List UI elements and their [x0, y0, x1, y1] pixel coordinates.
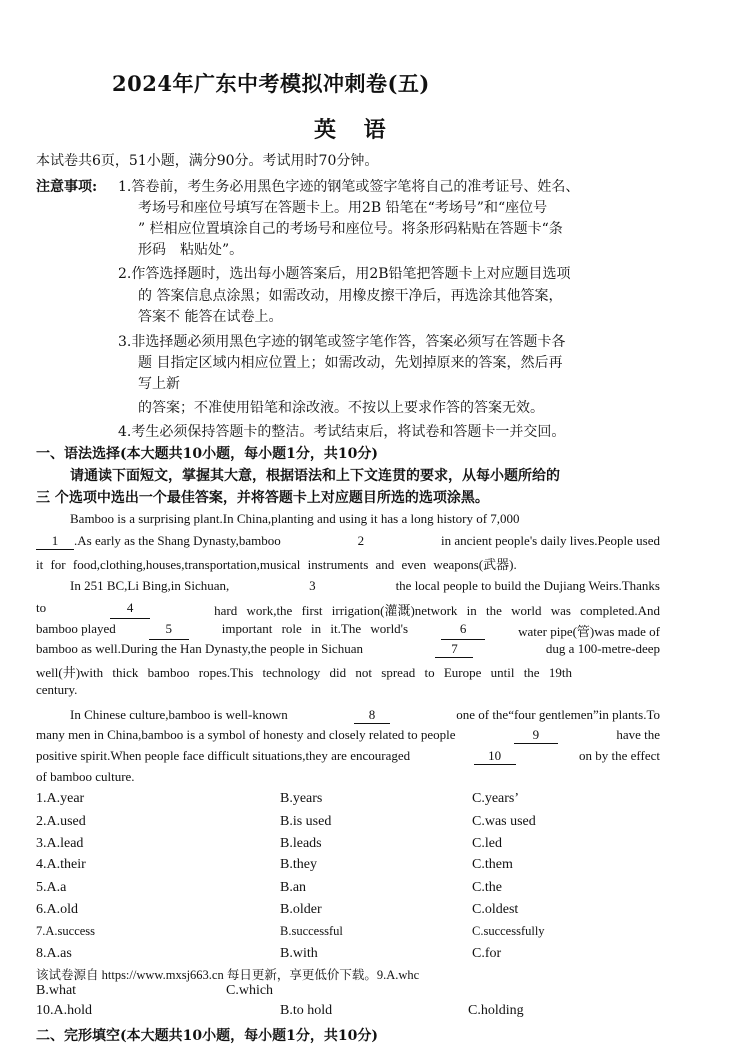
option-c: C.holding: [468, 1003, 524, 1018]
option-c: C.oldest: [472, 902, 519, 917]
option-a: 5.A.a: [36, 880, 67, 895]
option-a: 2.A.used: [36, 814, 86, 829]
note-line: 4.考生必须保持答题卡的整洁。考试结束后，将试卷和答题卡一并交回。: [118, 424, 566, 440]
option-b: B.with: [280, 946, 318, 961]
passage-text: in ancient people's daily lives.People used: [441, 533, 660, 548]
option-b: B.leads: [280, 836, 322, 851]
option-a: 10.A.hold: [36, 1003, 92, 1018]
passage-text: important role in it.The world's: [221, 621, 409, 636]
blank-4: 4: [110, 600, 150, 619]
option-b: B.to hold: [280, 1003, 333, 1018]
option-b: B.is used: [280, 814, 332, 829]
passage-line: [36, 621, 660, 640]
section2-heading: 二、完形填空(本大题共10小题，每小题1分，共10分): [36, 1028, 378, 1044]
passage-text: well(井)with thick bamboo ropes.This technology did not spread to Europe until the 19th: [36, 665, 572, 680]
passage-text: hard work,the first irrigation(灌溉)network in the world was completed.And: [214, 603, 660, 618]
note-line: 形码 粘贴处”。: [138, 242, 244, 258]
option-b: B.an: [280, 880, 307, 895]
option-c: C.led: [472, 836, 502, 851]
passage-line: [36, 682, 77, 698]
passage-line: [70, 578, 660, 594]
option-a: 4.A.their: [36, 857, 86, 872]
note-line: 题 目指定区域内相应位置上；如需改动，先划掉原来的答案，然后再: [138, 355, 563, 371]
option-a: 3.A.lead: [36, 836, 84, 851]
blank-5: 5: [149, 621, 189, 640]
option-a: 7.A.success: [36, 924, 96, 938]
section1-instruction: 三 个选项中选出一个最佳答案，并将答题卡上对应题目所选的选项涂黑。: [36, 490, 489, 506]
passage-line: [36, 769, 135, 785]
blank-2: 2: [357, 533, 365, 548]
option-c: C.successfully: [472, 924, 545, 938]
passage-line: [36, 554, 660, 573]
exam-intro: 本试卷共6页，51小题，满分90分。考试用时70分钟。: [36, 153, 379, 169]
note-line: 写上新: [138, 376, 180, 392]
passage-text: century.: [36, 682, 78, 697]
blank-7: 7: [435, 641, 473, 658]
passage-text: .As early as the Shang Dynasty,bamboo: [74, 533, 281, 548]
passage-line: [36, 748, 660, 765]
blank-6: 6: [441, 621, 485, 640]
note-line: ” 栏相应位置填涂自己的考场号和座位号。将条形码粘贴在答题卡“条: [138, 221, 563, 237]
passage-text: have the: [616, 727, 660, 742]
page-title: 2024年广东中考模拟冲刺卷(五): [112, 71, 430, 96]
section1-heading: 一、语法选择(本大题共10小题，每小题1分，共10分): [36, 446, 378, 462]
passage-text: bamboo as well.During the Han Dynasty,the people in Sichuan: [36, 641, 363, 656]
option-a: 1.A.year: [36, 791, 85, 806]
option-a: 9.A.whc: [376, 968, 420, 982]
passage-text: many men in China,bamboo is a symbol of honesty and closely related to people: [36, 727, 456, 742]
passage-line: [36, 727, 660, 744]
option-c: C.them: [472, 857, 513, 872]
option-c: C.years’: [472, 791, 520, 806]
section1-instruction: 请通读下面短文，掌握其大意，根据语法和上下文连贯的要求，从每小题所给的: [70, 468, 560, 484]
passage-line: [36, 641, 660, 658]
option-c: C.the: [472, 880, 502, 895]
blank-3: 3: [309, 578, 316, 593]
watermark-text: 该试卷源自 https://www.mxsj663.cn 每日更新，享更低价下载。: [36, 968, 377, 982]
passage-text: In Chinese culture,bamboo is well-known: [70, 707, 288, 722]
note-line: 2.作答选择题时，选出每小题答案后，用2B铅笔把答题卡上对应题目选项: [118, 266, 571, 282]
note-line: 考场号和座位号填写在答题卡上。用2B 铅笔在“考场号”和“座位号: [138, 200, 548, 216]
note-line: 3.非选择题必须用黑色字迹的钢笔或签字笔作答，答案必须写在答题卡各: [118, 334, 566, 350]
option-a: 8.A.as: [36, 946, 72, 961]
passage-text: to: [36, 600, 47, 615]
subject-title: 英 语: [314, 117, 396, 143]
option-c: C.was used: [472, 814, 536, 829]
passage-text: bamboo played: [36, 621, 116, 636]
passage-line: [70, 707, 660, 724]
passage-text: Bamboo is a surprising plant.In China,planting and using it has a long history of 7,000: [70, 511, 520, 526]
option-b: B.years: [280, 791, 323, 806]
blank-8: 8: [354, 707, 390, 724]
option-b: B.they: [280, 857, 317, 872]
watermark-line: [36, 965, 419, 983]
passage-text: of bamboo culture.: [36, 769, 135, 784]
note-line: 答案不 能答在试卷上。: [138, 309, 283, 325]
passage-text: on by the effect: [579, 748, 660, 763]
blank-9: 9: [514, 727, 558, 744]
passage-text: the local people to build the Dujiang Weirs.Thanks: [395, 578, 660, 593]
passage-line: [36, 600, 660, 619]
note-line: 的答案；不准使用铅笔和涂改液。不按以上要求作答的答案无效。: [138, 400, 544, 416]
passage-text: water pipe(管)was made of: [518, 624, 660, 639]
note-line: 1.答卷前，考生务必用黑色字迹的钢笔或签字笔将自己的准考证号、姓名、: [118, 179, 580, 195]
passage-text: one of the“four gentlemen”in plants.To: [456, 707, 660, 722]
option-c: C.which: [226, 983, 274, 998]
passage-line: [70, 511, 660, 527]
notes-label: 注意事项:: [36, 179, 98, 195]
option-b: B.successful: [280, 924, 343, 938]
passage-line: [36, 533, 660, 550]
option-a: 6.A.old: [36, 902, 78, 917]
option-b: B.older: [280, 902, 322, 917]
passage-text: dug a 100-metre-deep: [545, 641, 660, 656]
blank-10: 10: [474, 748, 516, 765]
blank-1: 1: [36, 533, 74, 550]
passage-line: [36, 662, 660, 681]
passage-text: it for food,clothing,houses,transportation,musical instruments and even weapons(武器).: [36, 557, 517, 572]
option-b: B.what: [36, 983, 77, 998]
passage-text: In 251 BC,Li Bing,in Sichuan,: [70, 578, 230, 593]
note-line: 的 答案信息点涂黑；如需改动，用橡皮擦干净后，再选涂其他答案，: [138, 288, 563, 304]
passage-text: positive spirit.When people face difficult situations,they are encouraged: [36, 748, 411, 763]
option-c: C.for: [472, 946, 502, 961]
